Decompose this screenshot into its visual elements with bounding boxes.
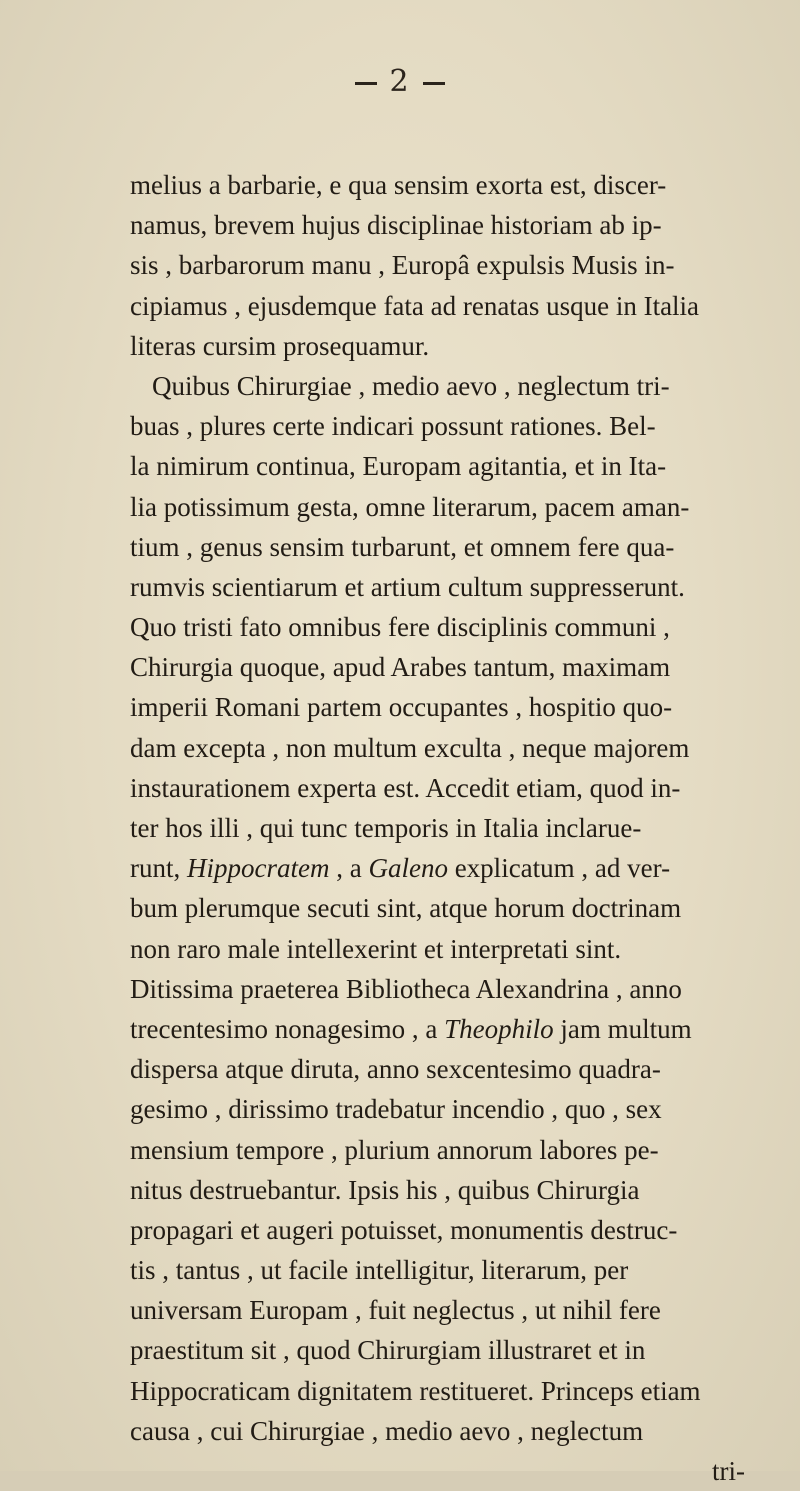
text-segment: jam multum — [553, 1013, 692, 1044]
text-line: Hippocraticam dignitatem restitueret. Princeps etiam — [130, 1375, 701, 1406]
text-line: cipiamus , ejusdemque fata ad renatas usque in Italia — [130, 290, 700, 321]
text-line: Ditissima praeterea Bibliotheca Alexandrina , anno — [130, 973, 682, 1004]
text-line: literas cursim prosequamur. — [130, 330, 430, 361]
body-text — [130, 165, 770, 1491]
text-line: praestitum sit , quod Chirurgiam illustraret et in — [130, 1335, 646, 1366]
text-line: dam excepta , non multum exculta , neque majorem — [130, 732, 690, 763]
page-number: 2 — [389, 64, 411, 99]
text-line-with-italics — [130, 848, 770, 888]
text-line: mensium tempore , plurium annorum labores pe- — [130, 1134, 659, 1165]
text-line: instaurationem experta est. Accedit etiam, quod in- — [130, 772, 681, 803]
text-line: causa , cui Chirurgiae , medio aevo , neglectum — [130, 1415, 644, 1446]
text-line: bum plerumque secuti sint, atque horum doctrinam — [130, 893, 682, 924]
italic-name: Galeno — [368, 853, 448, 884]
text-line: Quo tristi fato omnibus fere disciplinis communi , — [130, 612, 670, 643]
italic-name: Theophilo — [444, 1013, 554, 1044]
text-line: imperii Romani partem occupantes , hospitio quo- — [130, 692, 673, 723]
page-number-header — [0, 64, 800, 99]
text-line: namus, brevem hujus disciplinae historiam ab ip- — [130, 210, 662, 241]
text-line: melius a barbarie, e qua sensim exorta est, discer- — [130, 170, 667, 200]
right-dash — [423, 82, 445, 85]
text-segment: , a — [329, 853, 369, 884]
text-line: dispersa atque diruta, anno sexcentesimo quadra- — [130, 1054, 661, 1085]
left-dash — [355, 82, 377, 85]
text-line: sis , barbarorum manu , Europâ expulsis Musis in- — [130, 250, 675, 281]
text-line: tis , tantus , ut facile intelligitur, literarum, per — [130, 1255, 629, 1286]
text-line: buas , plures certe indicari possunt rationes. Bel- — [130, 411, 656, 442]
italic-name: Hippocratem — [187, 853, 330, 884]
text-line: ter hos illi , qui tunc temporis in Italia inclarue- — [130, 813, 642, 843]
text-line-with-italics — [130, 1009, 770, 1049]
text-line: rumvis scientiarum et artium cultum suppresserunt. — [130, 571, 685, 602]
text-line: tium , genus sensim turbarunt, et omnem fere qua- — [130, 531, 675, 562]
text-segment: runt, — [130, 853, 187, 884]
text-line: universam Europam , fuit neglectus , ut nihil fere — [130, 1295, 661, 1326]
text-segment: trecentesimo nonagesimo , a — [130, 1013, 445, 1044]
text-line: Chirurgia quoque, apud Arabes tantum, maximam — [130, 652, 671, 683]
catchword: tri- — [712, 1456, 745, 1486]
text-line: la nimirum continua, Europam agitantia, et in Ita- — [130, 451, 667, 482]
text-line: gesimo , dirissimo tradebatur incendio , quo , sex — [130, 1094, 662, 1125]
text-line: non raro male intellexerint et interpretati sint. — [130, 933, 622, 964]
text-line: propagari et augeri potuisset, monumentis destruc- — [130, 1214, 678, 1245]
text-line: nitus destruebantur. Ipsis his , quibus Chirurgia — [130, 1174, 640, 1205]
paragraph-start-line: Quibus Chirurgiae , medio aevo , neglectum tri- — [152, 370, 670, 401]
text-segment: explicatum , ad ver- — [447, 853, 671, 884]
text-line: lia potissimum gesta, omne literarum, pacem aman- — [130, 491, 690, 522]
